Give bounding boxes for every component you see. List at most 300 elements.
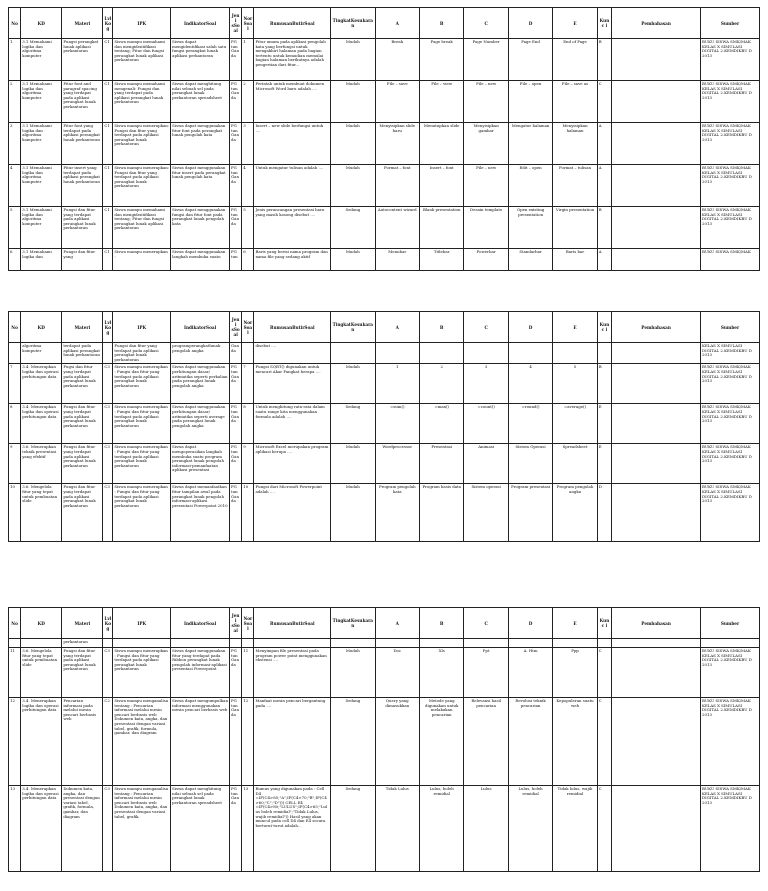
cell-kunci: C [597, 81, 611, 123]
cell-pembahasan [612, 698, 701, 786]
cell-kunci: A [597, 165, 611, 207]
cell-d: Page End [508, 39, 552, 81]
cell-a: Program pengolah kata [375, 484, 419, 542]
cell-e [553, 639, 597, 648]
cell-kd: algoritma komputer [21, 343, 62, 364]
cell-kd: 3.1 Memahami logika dan [21, 249, 62, 271]
cell-d: File – open [508, 81, 552, 123]
cell-ipk: Siswa mampu menerapkan : Fungsi dan fitur yang terdapat pada aplikasi perangkat lunak perkantoran [113, 484, 171, 542]
cell-e: Format – tulisan [553, 165, 597, 207]
table-row [9, 207, 760, 249]
cell-sumber: BUKU SISWA SMK/MAK KELAS X SIMULASI DIGITAL 2.KEMDIKBU D 2013 [701, 648, 760, 698]
cell-materi: Fitur insert yang terdapat pada aplikasi perangkat lunak perkantoran [62, 165, 103, 207]
cell-materi: Fungsi perangkat lunak aplikasi perkantoran [62, 39, 103, 81]
header-pembahasan: Pembahasan [612, 8, 701, 39]
cell-rumusan: Microsoft Excel merupakan program aplikasi berupa .... [254, 444, 331, 484]
cell-d [508, 639, 552, 648]
cell-indikator: Siswa dapat mengoperasikan langkah membuka suatu program perangkat lunak pengolah informasi-pemanfaatan aplikasi presentasi [171, 444, 230, 484]
header-nosoal: Nor Soal [242, 8, 254, 39]
cell-pembahasan [612, 123, 701, 165]
cell-pembahasan [612, 404, 701, 444]
cell-materi: perkantoran [62, 639, 103, 648]
question-grid-table [8, 311, 760, 542]
cell-pembahasan [612, 786, 701, 872]
cell-materi: Fungsi dan fitur yang terdapat pada aplikasi perangkat lunak perkantoran [62, 404, 103, 444]
header-lvl: Lvl Ko g [103, 8, 113, 39]
cell-lvl [103, 343, 113, 364]
cell-sumber [701, 639, 760, 648]
cell-pembahasan [612, 484, 701, 542]
cell-b: Insert – font [419, 165, 463, 207]
cell-no: 3 [9, 123, 21, 165]
cell-pembahasan [612, 444, 701, 484]
table-page-2 [8, 311, 760, 542]
cell-a: Wordprocessor [375, 444, 419, 484]
cell-sumber: BUKU SISWA SMK/MAK KELAS X SIMULASI DIGITAL 2.KEMDIKBU D 2013 [701, 39, 760, 81]
table-page-1 [8, 7, 760, 271]
header-kunci: Kunc i [597, 312, 611, 343]
cell-tingkat: Mudah [331, 364, 375, 404]
cell-ipk: Siswa mampu menganalisa tentang : Pencarian informasi melalui mesin pencari berbasis web Dokumen kata, angka, dan presentasi dengan variasi tabel, grafik, formula, gambar, dan diagram [113, 698, 171, 786]
cell-c: Animasi [464, 444, 508, 484]
header-no: No [9, 312, 21, 343]
cell-ipk: Siswa mampu menganalisa tentang : Pencarian informasi melalui mesin pencari berbasis web Dokumen kata, angka, dan presentasi dengan variasi tabel, grafik, [113, 786, 171, 872]
cell-e: 5 [553, 364, 597, 404]
header-row [9, 608, 760, 639]
cell-tingkat: Mudah [331, 165, 375, 207]
cell-tingkat: Mudah [331, 39, 375, 81]
cell-kunci: B [597, 364, 611, 404]
cell-a [375, 343, 419, 364]
cell-c: Menyisipkan gambar [464, 123, 508, 165]
cell-a: Tidak Lulus [375, 786, 419, 872]
cell-kd: 3.1 Memahami logika dan algoritma komputer [21, 207, 62, 249]
cell-e: Kepopuleran suatu web [553, 698, 597, 786]
cell-lvl: C3 [103, 364, 113, 404]
cell-b: Lulus, boleh remidial [419, 786, 463, 872]
cell-b: =max() [419, 404, 463, 444]
cell-lvl: C1 [103, 81, 113, 123]
cell-nosoal: 2 [242, 81, 254, 123]
cell-indikator: Siswa dapat menggunakan fitur insert pada perangkat lunak pengolah kata [171, 165, 230, 207]
header-indikator: IndikatorSoal [171, 312, 230, 343]
cell-d: Revolusi teknik pencarian [508, 698, 552, 786]
header-kunci: Kunc i [597, 8, 611, 39]
cell-materi: Fungsi dan fitur yang terdapat pada aplikasi perangkat lunak perkantoran [62, 207, 103, 249]
cell-kd: 3.6. Mengelola fitur yang tepat untuk pembuatan slide [21, 648, 62, 698]
cell-materi: Fungsi dan fitur yang terdapat pada aplikasi perangkat lunak perkantoran [62, 648, 103, 698]
cell-kd: 3.6. Mengelola fitur yang tepat untuk pembuatan slide [21, 484, 62, 542]
cell-lvl: C1 [103, 165, 113, 207]
cell-sumber: BUKU SISWA SMK/MAK [701, 249, 760, 271]
cell-a: Doc [375, 648, 419, 698]
cell-b: Titlebar [419, 249, 463, 271]
cell-materi: Pencarian informasi pada melalui mesin pencari berbasis web [62, 698, 103, 786]
cell-b: Blank presentation [419, 207, 463, 249]
cell-pembahasan [612, 648, 701, 698]
cell-indikator: Siswa dapat mengidentifikasi salah satu fungsi perangkat lunak aplikasi perkantoran [171, 39, 230, 81]
cell-no: 8 [9, 404, 21, 444]
cell-kd: 3.4. Menerapkan logika dan operasi perhitungan data [21, 364, 62, 404]
header-tingkat: TingkatKesukaran [331, 608, 375, 639]
cell-kunci: C [597, 786, 611, 872]
cell-materi: Fungsi dan fitur yang [62, 249, 103, 271]
cell-rumusan: Manfaat mesin pencari bergantung pada .... [254, 698, 331, 786]
cell-tingkat [331, 343, 375, 364]
cell-nosoal: 11 [242, 648, 254, 698]
cell-kd [21, 639, 62, 648]
cell-no: 1 [9, 39, 21, 81]
cell-jenis: PG tun Gan da [230, 484, 242, 542]
cell-kunci: C [597, 648, 611, 698]
cell-ipk: Siswa mampu menerapkan : Fungsi dan fitur yang terdapat pada aplikasi perangkat lunak perkantoran [113, 648, 171, 698]
cell-pembahasan [612, 207, 701, 249]
cell-e: Tidak lulus, wajib remidial [553, 786, 597, 872]
header-rumusan: RumusanButirSoal [254, 608, 331, 639]
cell-ipk: Siswa mampu menerapkan : Fungsi dan fitur yang terdapat pada aplikasi perangkat lunak perkantoran [113, 364, 171, 404]
cell-jenis [230, 639, 242, 648]
cell-a: Break [375, 39, 419, 81]
cell-pembahasan [612, 639, 701, 648]
table-row [9, 249, 760, 271]
cell-c: Page Number [464, 39, 508, 81]
cell-jenis: PG tun Gan da [230, 648, 242, 698]
cell-nosoal: 12 [242, 698, 254, 786]
cell-rumusan: Fitur umum pada aplikasi pengolah kata yang berfungsi untuk mengakhiri halaman pada bagian tertentu untuk kemudian memulai bagian halaman berikutnya adalah pengertian dari fitur... [254, 39, 331, 81]
cell-no: 12 [9, 698, 21, 786]
cell-lvl [103, 639, 113, 648]
table-row [9, 165, 760, 207]
cell-rumusan: Rumus yang digunakan pada : Cell D4 =IF(C4>85;"A";IF(C4>70;"B";IF(C4>60;"C";"D"))) CELL E4 =IF(C4>80;"LULUS";IF(C4>65;"Lulus boleh remidial";"Tidak Lulus, wajib remidial")) Hasil yang akan muncul pada cell D4 dan E4 secara berturut-turut adalah... [254, 786, 331, 872]
cell-sumber: BUKU SISWA SMK/MAK KELAS X SIMULASI DIGITAL 2.KEMDIKBU D 2013 [701, 786, 760, 872]
cell-jenis: PG tun Gan da [230, 404, 242, 444]
cell-indikator: Siswa dapat menghitung nilai sebuah sel pada perangkat lunak perkantoran spreadsheet [171, 81, 230, 123]
cell-c [464, 343, 508, 364]
cell-kunci [597, 343, 611, 364]
cell-nosoal: 13 [242, 786, 254, 872]
cell-no: 6 [9, 249, 21, 271]
cell-no: 9 [9, 444, 21, 484]
cell-a: Menyisipkan slide baru [375, 123, 419, 165]
cell-no: 10 [9, 484, 21, 542]
cell-nosoal: 7 [242, 364, 254, 404]
header-e: E [553, 312, 597, 343]
cell-lvl: C2 [103, 698, 113, 786]
cell-kd: 3.4. Menerapkan logika dan operasi perhitungan data [21, 698, 62, 786]
cell-c: File – new [464, 165, 508, 207]
cell-c: File – new [464, 81, 508, 123]
cell-e: Ppp [553, 648, 597, 698]
cell-no [9, 343, 21, 364]
cell-kunci: A [597, 123, 611, 165]
cell-nosoal: 8 [242, 404, 254, 444]
header-b: B [419, 312, 463, 343]
header-tingkat: TingkatKesukaran [331, 8, 375, 39]
cell-lvl: C3 [103, 786, 113, 872]
cell-lvl: C1 [103, 207, 113, 249]
cell-indikator: Siswa dapat menggunakan perhitungan dasar/ aritmatika seperti perkalian pada perangkat lunak pengolah angka [171, 364, 230, 404]
table-row [9, 786, 760, 872]
table-row [9, 639, 760, 648]
header-d: D [508, 312, 552, 343]
cell-d: Edit – open [508, 165, 552, 207]
header-pembahasan: Pembahasan [612, 312, 701, 343]
cell-d: Mengatur halaman [508, 123, 552, 165]
cell-kunci: B [597, 207, 611, 249]
cell-lvl: C3 [103, 404, 113, 444]
table-row [9, 404, 760, 444]
cell-jenis: PG tun Gan da [230, 364, 242, 404]
table-row [9, 698, 760, 786]
cell-materi: terdapat pada aplikasi perangkat lunak perkantoran [62, 343, 103, 364]
header-ipk: IPK [113, 8, 171, 39]
cell-c: Desain template [464, 207, 508, 249]
cell-ipk: Fungsi dan fitur yang terdapat pada aplikasi perangkat lunak perkantoran [113, 343, 171, 364]
cell-kunci: D [597, 484, 611, 542]
cell-kunci: B [597, 39, 611, 81]
header-ipk: IPK [113, 608, 171, 639]
cell-sumber: BUKU SISWA SMK/MAK KELAS X SIMULASI DIGITAL 2.KEMDIKBU D 2013 [701, 165, 760, 207]
cell-kd: 3.4. Menerapkan logika dan operasi perhitungan data [21, 786, 62, 872]
table-row [9, 343, 760, 364]
cell-a: File – save [375, 81, 419, 123]
cell-e: Menyisipkan halaman [553, 123, 597, 165]
cell-pembahasan [612, 165, 701, 207]
cell-ipk: Siswa mampu menerapkan : Fungsi dan fitur yang terdapat pada aplikasi perangkat lunak perkantoran [113, 444, 171, 484]
cell-ipk: Siswa mampu memahami mengenali: Fungsi dan yang terdapat pada aplikasi perangkat lunak perkantoran [113, 81, 171, 123]
table-row [9, 484, 760, 542]
header-c: C [464, 608, 508, 639]
cell-no: 4 [9, 165, 21, 207]
header-indikator: IndikatorSoal [171, 608, 230, 639]
cell-a [375, 639, 419, 648]
cell-rumusan: Perintah untuk membuat dokumen Microsoft Word baru adalah .... [254, 81, 331, 123]
header-jenis: Jeni sSo al [230, 312, 242, 343]
cell-e: File – save as [553, 81, 597, 123]
cell-no: 5 [9, 207, 21, 249]
cell-b: Metode yang digunakan untuk melakukan pencarian [419, 698, 463, 786]
cell-sumber: KELAS X SIMULASI DIGITAL 2.KEMDIKBU D 2013 [701, 343, 760, 364]
cell-lvl: C1 [103, 249, 113, 271]
cell-no: 7 [9, 364, 21, 404]
header-sumber: Sumber [701, 312, 760, 343]
cell-e: End of Page [553, 39, 597, 81]
cell-sumber: BUKU SISWA SMK/MAK KELAS X SIMULASI DIGITAL 2.KEMDIKBU D 2013 [701, 81, 760, 123]
header-materi: Materi [62, 608, 103, 639]
cell-d [508, 343, 552, 364]
cell-nosoal: 4 [242, 165, 254, 207]
cell-b: 2 [419, 364, 463, 404]
cell-c: Relevansi hasil pencarian [464, 698, 508, 786]
cell-sumber: BUKU SISWA SMK/MAK KELAS X SIMULASI DIGITAL 2.KEMDIKBU D 2013 [701, 444, 760, 484]
cell-c: 3 [464, 364, 508, 404]
cell-kunci [597, 639, 611, 648]
cell-kunci: E [597, 444, 611, 484]
header-materi: Materi [62, 312, 103, 343]
cell-e: =average() [553, 404, 597, 444]
table-row [9, 123, 760, 165]
header-nosoal: Nor Soal [242, 312, 254, 343]
header-a: A [375, 312, 419, 343]
cell-jenis: PG tun Gan da [230, 165, 242, 207]
cell-nosoal [242, 343, 254, 364]
cell-d: A. Htm [508, 648, 552, 698]
cell-tingkat: Mudah [331, 123, 375, 165]
cell-jenis: PG tun Gan da [230, 123, 242, 165]
cell-jenis: PG tun Gan da [230, 207, 242, 249]
header-no: No [9, 608, 21, 639]
cell-indikator: Siswa dapat menggunakan perhitungan dasar/ aritmatika seperti average pada perangkat lunak pengolah angka [171, 404, 230, 444]
cell-tingkat: Mudah [331, 648, 375, 698]
cell-rumusan: Jenis perancangan presentasi baru yang masih kosong disebut .... [254, 207, 331, 249]
cell-kd: 3.1 Memahami logika dan algoritma komputer [21, 123, 62, 165]
cell-tingkat: Sedang [331, 404, 375, 444]
cell-nosoal [242, 639, 254, 648]
cell-nosoal: 1 [242, 39, 254, 81]
table-row [9, 648, 760, 698]
cell-lvl: C1 [103, 123, 113, 165]
header-lvl: Lvl Ko g [103, 608, 113, 639]
cell-no: 11 [9, 648, 21, 698]
cell-indikator: Siswa dapat menghitung nilai sebuah sel pada perangkat lunak perkantoran spreadsheet [171, 786, 230, 872]
cell-jenis: PG tun Gan da [230, 444, 242, 484]
cell-e: Spreadsheet [553, 444, 597, 484]
header-ipk: IPK [113, 312, 171, 343]
cell-e [553, 343, 597, 364]
cell-ipk: Siswa mampu memahami dan mengidentifikasi tentang; Fitur dan fungsi perangkat lunak aplikasi perkantoran [113, 207, 171, 249]
cell-rumusan: Fungsi SQRT() digunakan untuk mencari Akar Pangkat berapa .... [254, 364, 331, 404]
cell-a: Format – font [375, 165, 419, 207]
cell-kd: 3.6. Menerapkan teknik presentasi yang efektif [21, 444, 62, 484]
cell-nosoal: 6 [242, 249, 254, 271]
header-pembahasan: Pembahasan [612, 608, 701, 639]
cell-indikator: programperangkatlunak pengolah angka [171, 343, 230, 364]
cell-no [9, 639, 21, 648]
cell-lvl: C3 [103, 648, 113, 698]
header-kd: KD [21, 312, 62, 343]
header-rumusan: RumusanButirSoal [254, 312, 331, 343]
cell-b [419, 639, 463, 648]
cell-kunci: A [597, 249, 611, 271]
cell-materi: Fungsi dan fitur yang terdapat pada aplikasi perangkat lunak perkantoran [62, 484, 103, 542]
cell-rumusan: Baris yang berisi nama program dan nama file yang sedang aktif [254, 249, 331, 271]
cell-d: Standarbar [508, 249, 552, 271]
cell-tingkat: Mudah [331, 81, 375, 123]
cell-e: Program pengolah angka [553, 484, 597, 542]
cell-materi: Fugsi dan fitur yang terdapat pada aplikasi perangkat lunak perkantoran [62, 364, 103, 404]
cell-tingkat: Mudah [331, 484, 375, 542]
table-page-3 [8, 607, 760, 872]
cell-pembahasan [612, 364, 701, 404]
cell-c: Sistem operasi [464, 484, 508, 542]
cell-ipk: Siswa mampu menerapkan: Fungsi dan fitur yang terdapat pada aplikasi perangkat lunak perkantoran [113, 165, 171, 207]
cell-sumber: BUKU SISWA SMK/MAK KELAS X SIMULASI DIGITAL 2.KEMDIKBU D 2013 [701, 364, 760, 404]
header-d: D [508, 608, 552, 639]
cell-tingkat [331, 639, 375, 648]
cell-rumusan: Untuk menghitung rata-rata dalam suatu range kita menggunakan formula adalah .... [254, 404, 331, 444]
cell-b: Presentasi [419, 444, 463, 484]
cell-b: File – view [419, 81, 463, 123]
table-row [9, 444, 760, 484]
cell-lvl: C3 [103, 484, 113, 542]
cell-materi: Dokumen kata, angka, dan presentasi dengan variasi tabel, grafik, formula, gambar, dan diagram [62, 786, 103, 872]
header-row [9, 312, 760, 343]
cell-e: Baris bar [553, 249, 597, 271]
header-kd: KD [21, 608, 62, 639]
cell-b [419, 343, 463, 364]
cell-kd: 3.1 Memahami logika dan algoritma komputer [21, 81, 62, 123]
header-b: B [419, 8, 463, 39]
cell-kd: 3.1 Memahami logika dan algoritma komputer [21, 39, 62, 81]
cell-d: Lulus, boleh remidial [508, 786, 552, 872]
cell-tingkat: Mudah [331, 249, 375, 271]
cell-ipk [113, 639, 171, 648]
header-kunci: Kunc i [597, 608, 611, 639]
cell-d: Sistem Operasi [508, 444, 552, 484]
cell-rumusan: Fungsi dari Microsoft Powerpoint adalah .... [254, 484, 331, 542]
header-indikator: IndikatorSoal [171, 8, 230, 39]
cell-kd: 3.4. Menerapkan logika dan operasi perhitungan data [21, 404, 62, 444]
cell-tingkat: Mudah [331, 444, 375, 484]
cell-indikator: Siswa dapat menggunakan langkah membuka suatu [171, 249, 230, 271]
cell-tingkat: Sedang [331, 698, 375, 786]
cell-sumber: BUKU SISWA SMK/MAK KELAS X SIMULASI DIGITAL 2.KEMDIKBU D 2013 [701, 404, 760, 444]
cell-c [464, 639, 508, 648]
cell-c: Lulus [464, 786, 508, 872]
header-lvl: Lvl Ko g [103, 312, 113, 343]
header-materi: Materi [62, 8, 103, 39]
question-grid-table [8, 7, 760, 271]
cell-ipk: Siswa mampu menerapkan : Fungsi dan fitur yang terdapat pada aplikasi perangkat lunak perkantoran [113, 404, 171, 444]
cell-pembahasan [612, 39, 701, 81]
header-e: E [553, 608, 597, 639]
cell-kunci: C [597, 698, 611, 786]
cell-indikator: Siswa dapat menggunakan fungsi dan fitur font pada perangkat lunak pengolah kata [171, 207, 230, 249]
cell-sumber: BUKU SISWA SMK/MAK KELAS X SIMULASI DIGITAL 2.KEMDIKBU D 2013 [701, 698, 760, 786]
cell-materi: Fitur font yang terdapat pada aplikasi perangkat lunak perkantoran [62, 123, 103, 165]
cell-a: 1 [375, 364, 419, 404]
cell-b: Program basis data [419, 484, 463, 542]
header-row [9, 8, 760, 39]
cell-jenis: PG tun Gan da [230, 39, 242, 81]
header-e: E [553, 8, 597, 39]
cell-a: Autocontent wizard [375, 207, 419, 249]
cell-sumber: BUKU SISWA SMK/MAK KELAS X SIMULASI DIGITAL 2.KEMDIKBU D 2013 [701, 484, 760, 542]
cell-d: Open existing presentation [508, 207, 552, 249]
cell-indikator: Siswa dapat menggunakan fitur font pada perangkat lunak pengolah kata [171, 123, 230, 165]
header-c: C [464, 312, 508, 343]
cell-a: =sum() [375, 404, 419, 444]
cell-c: Ppt [464, 648, 508, 698]
cell-rumusan: Menyimpan file presentasi pada program power point menggunakan ekstensi .... [254, 648, 331, 698]
header-a: A [375, 8, 419, 39]
header-no: No [9, 8, 21, 39]
header-tingkat: TingkatKesukaran [331, 312, 375, 343]
cell-pembahasan [612, 81, 701, 123]
cell-jenis: PG tun [230, 249, 242, 271]
cell-rumusan: Untuk mengatur tulisan adalah .... [254, 165, 331, 207]
cell-pembahasan [612, 343, 701, 364]
cell-rumusan: disebut .... [254, 343, 331, 364]
cell-indikator: Siswa dapat mengumpulkan informasi menggunakan mesin pencari berbasis web [171, 698, 230, 786]
cell-a: Menubar [375, 249, 419, 271]
cell-c: =count() [464, 404, 508, 444]
question-grid-table [8, 607, 760, 872]
cell-materi: Fungsi dan fitur yang terdapat pada aplikasi perangkat lunak perkantoran [62, 444, 103, 484]
cell-kunci: E [597, 404, 611, 444]
cell-ipk: Siswa mampu menerapkan: Fungsi dan fitur yang terdapat pada aplikasi perangkat lunak perkantoran [113, 123, 171, 165]
cell-b: Xls [419, 648, 463, 698]
